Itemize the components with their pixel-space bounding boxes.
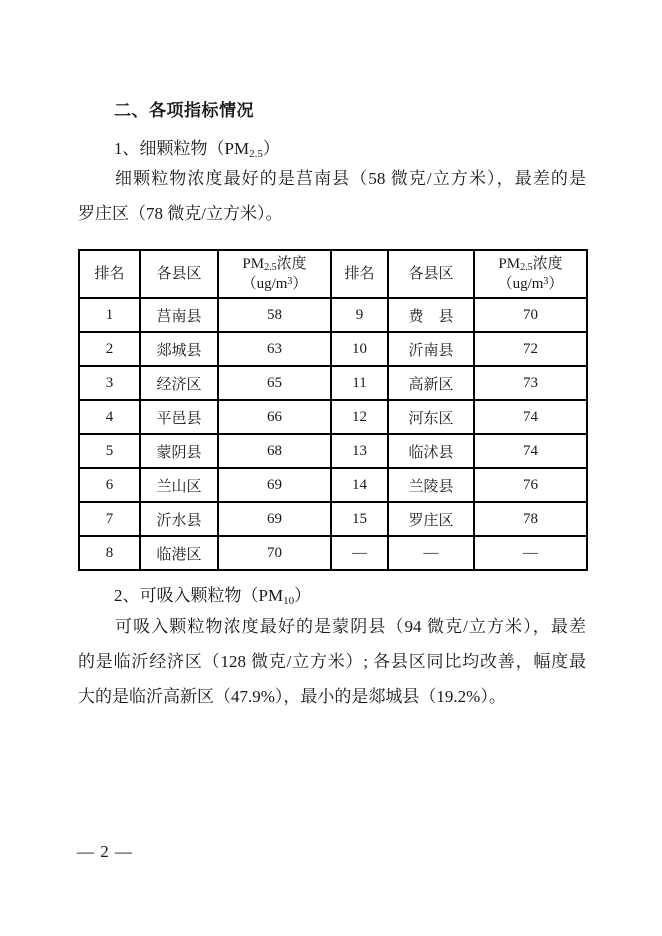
paragraph-line: 细颗粒物浓度最好的是莒南县（58 微克/立方米），最差的是	[115, 169, 586, 188]
subheading-pm25	[114, 134, 280, 159]
paragraph-pm25	[78, 161, 586, 231]
table-cell-county2: 临沭县	[388, 434, 474, 468]
table-cell-county1: 平邑县	[140, 400, 218, 434]
header-rank-right: 排名	[331, 250, 388, 298]
table-cell-county1: 兰山区	[140, 468, 218, 502]
header-pm25-left	[218, 250, 331, 298]
subheading-pm10	[114, 581, 311, 606]
table-cell-county1: 郯城县	[140, 332, 218, 366]
table-cell-rank1: 8	[79, 536, 140, 570]
table-row	[79, 332, 587, 366]
table-cell-rank1: 6	[79, 468, 140, 502]
header-county-left: 各县区	[140, 250, 218, 298]
table-cell-value1: 69	[218, 502, 331, 536]
table-cell-value2: 72	[474, 332, 587, 366]
table-row	[79, 434, 587, 468]
table-row	[79, 366, 587, 400]
header-pm25-right	[474, 250, 587, 298]
table-cell-county2: 河东区	[388, 400, 474, 434]
pm25-subscript: 2.5	[249, 148, 263, 160]
table-cell-county2: 高新区	[388, 366, 474, 400]
table-cell-county2: 费 县	[388, 298, 474, 332]
table-cell-rank1: 3	[79, 366, 140, 400]
table-cell-rank2: 14	[331, 468, 388, 502]
table-cell-value2: 70	[474, 298, 587, 332]
table-cell-value1: 63	[218, 332, 331, 366]
table-cell-value2: 76	[474, 468, 587, 502]
table-cell-value1: 65	[218, 366, 331, 400]
table-cell-value1: 68	[218, 434, 331, 468]
unit-superscript: 3	[287, 276, 293, 287]
table-cell-rank1: 4	[79, 400, 140, 434]
table-cell-county1: 蒙阴县	[140, 434, 218, 468]
table-cell-rank1: 5	[79, 434, 140, 468]
unit-label: （ug/m	[497, 276, 544, 292]
table-row	[79, 400, 587, 434]
table-cell-value1: 70	[218, 536, 331, 570]
header-county-right: 各县区	[388, 250, 474, 298]
table-row	[79, 468, 587, 502]
table-cell-county1: 临港区	[140, 536, 218, 570]
pm-subscript: 2.5	[520, 262, 533, 273]
table-cell-rank2: 10	[331, 332, 388, 366]
table-cell-value2: 78	[474, 502, 587, 536]
table-cell-county2: 罗庄区	[388, 502, 474, 536]
table-cell-rank1: 2	[79, 332, 140, 366]
pm-label: PM	[242, 256, 265, 272]
pm10-subscript: 10	[283, 595, 295, 607]
pm25-ranking-table	[78, 249, 588, 571]
table-cell-value2: 74	[474, 434, 587, 468]
unit-superscript: 3	[543, 276, 549, 287]
table-header-row	[79, 250, 587, 298]
subheading-pm25-close: ）	[262, 139, 280, 158]
unit-label-suffix: ）	[292, 276, 308, 292]
paragraph-pm10	[78, 609, 586, 714]
table-cell-rank2: 11	[331, 366, 388, 400]
paragraph-line: 可吸入颗粒物浓度最好的是蒙阴县（94 微克/立方米），最差	[115, 617, 586, 636]
paragraph-line: 大的是临沂高新区（47.9%），最小的是郯城县（19.2%）。	[78, 687, 506, 706]
pm-label: PM	[498, 256, 521, 272]
subheading-pm10-close: ）	[294, 586, 312, 605]
table-cell-rank2: 13	[331, 434, 388, 468]
pm-label-suffix: 浓度	[532, 256, 563, 272]
table-row	[79, 536, 587, 570]
table-cell-value1: 66	[218, 400, 331, 434]
table-cell-county2: 兰陵县	[388, 468, 474, 502]
table-row	[79, 502, 587, 536]
table-cell-rank2: 12	[331, 400, 388, 434]
page-number: — 2 —	[77, 842, 133, 861]
pm25-table-body	[79, 298, 587, 570]
paragraph-line: 的是临沂经济区（128 微克/立方米）; 各县区同比均改善，幅度最	[78, 652, 586, 671]
table-cell-rank1: 7	[79, 502, 140, 536]
table-cell-county1: 莒南县	[140, 298, 218, 332]
table-cell-value2: —	[474, 536, 587, 570]
paragraph-line: 罗庄区（78 微克/立方米）。	[78, 204, 283, 223]
header-rank-left: 排名	[79, 250, 140, 298]
section-heading: 二、各项指标情况	[114, 101, 254, 120]
subheading-pm10-text: 2、可吸入颗粒物（PM	[114, 586, 284, 605]
table-cell-value2: 74	[474, 400, 587, 434]
pm-subscript: 2.5	[264, 262, 277, 273]
unit-label-suffix: ）	[548, 276, 564, 292]
table-cell-county2: —	[388, 536, 474, 570]
table-cell-value1: 69	[218, 468, 331, 502]
unit-label: （ug/m	[241, 276, 288, 292]
table-cell-county2: 沂南县	[388, 332, 474, 366]
table-cell-value2: 73	[474, 366, 587, 400]
table-cell-rank2: 15	[331, 502, 388, 536]
subheading-pm25-text: 1、细颗粒物（PM	[114, 139, 250, 158]
table-cell-rank2: —	[331, 536, 388, 570]
pm-label-suffix: 浓度	[276, 256, 307, 272]
table-row	[79, 298, 587, 332]
table-cell-rank1: 1	[79, 298, 140, 332]
table-cell-value1: 58	[218, 298, 331, 332]
table-cell-county1: 经济区	[140, 366, 218, 400]
table-cell-county1: 沂水县	[140, 502, 218, 536]
table-cell-rank2: 9	[331, 298, 388, 332]
